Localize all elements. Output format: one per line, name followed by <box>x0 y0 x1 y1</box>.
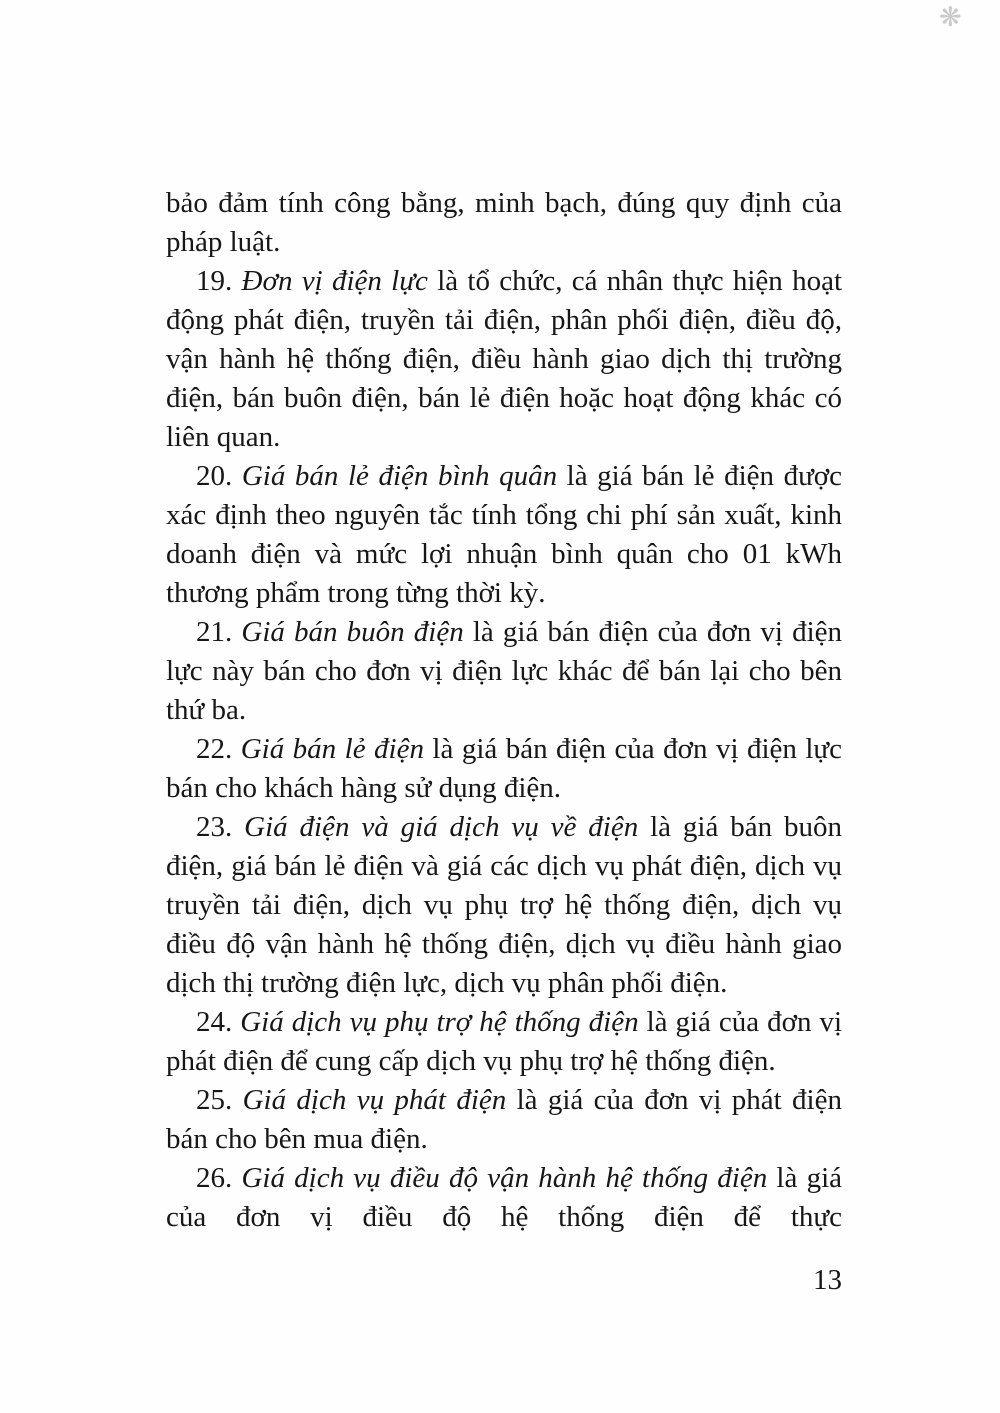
text-run: 22. <box>196 733 241 765</box>
text-run: bảo đảm tính công bằng, minh bạch, đúng quy định của pháp luật. <box>166 187 842 258</box>
text-run: 24. <box>196 1006 241 1038</box>
text-block <box>166 184 842 1237</box>
defined-term: Giá dịch vụ phát điện <box>242 1084 507 1116</box>
defined-term: Giá dịch vụ phụ trợ hệ thống điện <box>240 1006 639 1038</box>
defined-term: Giá bán buôn điện <box>241 616 464 648</box>
paragraph <box>166 1081 842 1159</box>
text-run: là tổ chức, cá nhân thực hiện hoạt động phát điện, truyền tải điện, phân phối điện, điều độ, vận hành hệ thống điện, điều hành giao dịch thị trường điện, bán buôn điện, bán lẻ điện hoặc hoạt động khác có liên quan. <box>166 265 842 453</box>
text-run: 19. <box>196 265 242 297</box>
text-run: 25. <box>196 1084 243 1116</box>
text-run: 21. <box>196 616 242 648</box>
text-run: 23. <box>196 811 245 843</box>
text-run: là giá của đơn vị phát điện để cung cấp dịch vụ phụ trợ hệ thống điện. <box>166 1006 842 1077</box>
flower-asterisk-icon: ❋ <box>939 2 962 32</box>
paragraph <box>166 613 842 730</box>
defined-term: Đơn vị điện lực <box>241 265 428 297</box>
paragraph <box>166 808 842 1003</box>
text-run: là giá của đơn vị phát điện bán cho bên mua điện. <box>166 1084 842 1155</box>
text-run: 20. <box>196 460 242 492</box>
paragraph <box>166 1159 842 1237</box>
page-number: 13 <box>813 1264 842 1296</box>
paragraph <box>166 1003 842 1081</box>
paragraph <box>166 730 842 808</box>
paragraph <box>166 184 842 262</box>
text-run: là giá của đơn vị điều độ hệ thống điện để thực <box>166 1162 842 1233</box>
defined-term: Giá bán lẻ điện <box>240 733 424 765</box>
text-run: là giá bán buôn điện, giá bán lẻ điện và giá các dịch vụ phát điện, dịch vụ truyền tải điện, dịch vụ phụ trợ hệ thống điện, dịch vụ điều độ vận hành hệ thống điện, dịch vụ điều hành giao dịch thị trường điện lực, dịch vụ phân phối điện. <box>166 811 842 999</box>
text-run: 26. <box>196 1162 242 1194</box>
defined-term: Giá bán lẻ điện bình quân <box>241 460 558 492</box>
defined-term: Giá điện và giá dịch vụ về điện <box>244 811 639 843</box>
paragraph <box>166 262 842 457</box>
text-run: là giá bán lẻ điện được xác định theo nguyên tắc tính tổng chi phí sản xuất, kinh doanh điện và mức lợi nhuận bình quân cho 01 kWh thương phẩm trong từng thời kỳ. <box>166 460 843 609</box>
text-run: là giá bán điện của đơn vị điện lực này bán cho đơn vị điện lực khác để bán lại cho bên thứ ba. <box>166 616 842 726</box>
defined-term: Giá dịch vụ điều độ vận hành hệ thống điện <box>241 1162 768 1194</box>
text-run: là giá bán điện của đơn vị điện lực bán cho khách hàng sử dụng điện. <box>166 733 843 804</box>
paragraph <box>166 457 842 613</box>
